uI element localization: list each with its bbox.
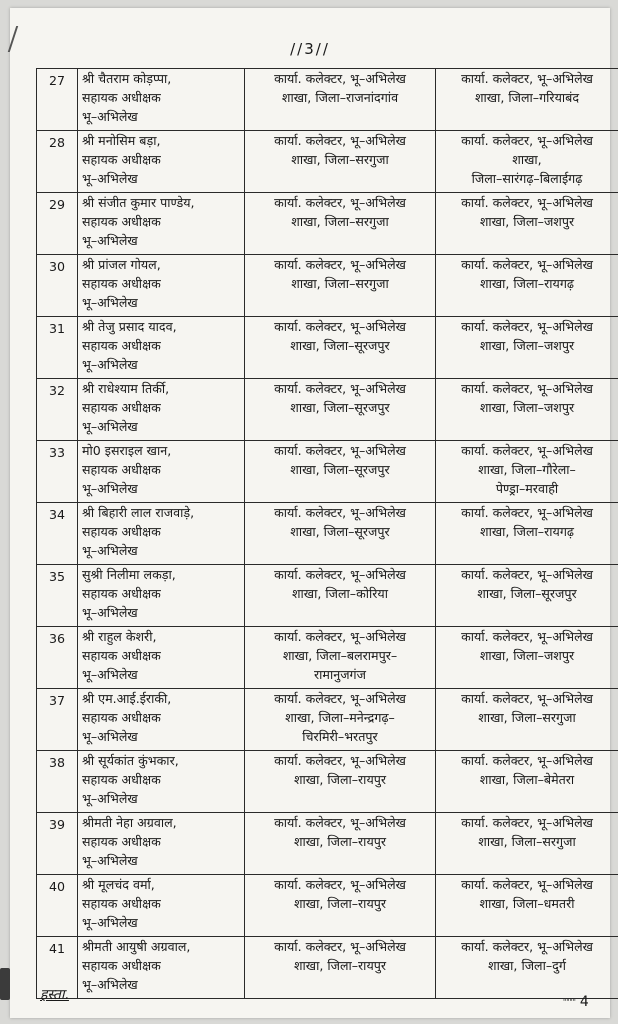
new-posting-line: कार्या. कलेक्टर, भू–अभिलेख bbox=[461, 753, 593, 768]
name-line: भू–अभिलेख bbox=[82, 977, 138, 992]
page-number: //3// bbox=[290, 40, 330, 58]
current-posting-cell bbox=[245, 627, 436, 689]
name-line: श्री बिहारी लाल राजवाड़े, bbox=[82, 505, 195, 520]
table-row bbox=[37, 379, 618, 441]
current-posting-cell bbox=[245, 689, 436, 751]
table-row bbox=[37, 317, 618, 379]
current-posting-line: कार्या. कलेक्टर, भू–अभिलेख bbox=[274, 691, 406, 706]
name-line: श्रीमती नेहा अग्रवाल, bbox=[82, 815, 177, 830]
table-row bbox=[37, 441, 618, 503]
current-posting-line: शाखा, जिला–सरगुजा bbox=[291, 214, 389, 229]
current-posting-line: शाखा, जिला–राजनांदगांव bbox=[281, 90, 399, 105]
name-line: भू–अभिलेख bbox=[82, 481, 138, 496]
name-line: सहायक अधीक्षक bbox=[82, 834, 161, 849]
name-line: सहायक अधीक्षक bbox=[82, 648, 161, 663]
serial-number: 33 bbox=[37, 441, 78, 503]
current-posting-line: शाखा, जिला–रायपुर bbox=[293, 772, 387, 787]
current-posting-line: शाखा, जिला–मनेन्द्रगढ़– bbox=[285, 710, 395, 725]
current-posting-line: रामानुजगंज bbox=[314, 667, 366, 682]
current-posting-line: शाखा, जिला–रायपुर bbox=[293, 834, 387, 849]
name-line: भू–अभिलेख bbox=[82, 667, 138, 682]
current-posting-line: कार्या. कलेक्टर, भू–अभिलेख bbox=[274, 815, 406, 830]
new-posting-line: शाखा, जिला–सूरजपुर bbox=[477, 586, 577, 601]
name-line: सुश्री निलीमा लकड़ा, bbox=[82, 567, 176, 582]
name-line: सहायक अधीक्षक bbox=[82, 152, 161, 167]
new-posting-cell bbox=[436, 69, 618, 131]
current-posting-cell bbox=[245, 565, 436, 627]
table-row bbox=[37, 627, 618, 689]
new-posting-cell bbox=[436, 813, 618, 875]
serial-number: 39 bbox=[37, 813, 78, 875]
current-posting-line: कार्या. कलेक्टर, भू–अभिलेख bbox=[274, 505, 406, 520]
current-posting-cell bbox=[245, 131, 436, 193]
new-posting-line: शाखा, bbox=[512, 152, 542, 167]
current-posting-cell bbox=[245, 255, 436, 317]
name-line: सहायक अधीक्षक bbox=[82, 214, 161, 229]
current-posting-line: शाखा, जिला–बलरामपुर– bbox=[282, 648, 398, 663]
serial-number: 37 bbox=[37, 689, 78, 751]
new-posting-line: कार्या. कलेक्टर, भू–अभिलेख bbox=[461, 195, 593, 210]
name-line: सहायक अधीक्षक bbox=[82, 462, 161, 477]
new-posting-cell bbox=[436, 317, 618, 379]
current-posting-line: कार्या. कलेक्टर, भू–अभिलेख bbox=[274, 319, 406, 334]
new-posting-line: कार्या. कलेक्टर, भू–अभिलेख bbox=[461, 133, 593, 148]
current-posting-cell bbox=[245, 503, 436, 565]
table-row bbox=[37, 937, 618, 999]
serial-number: 27 bbox=[37, 69, 78, 131]
signature: हस्ता. bbox=[40, 987, 69, 1003]
name-line: श्रीमती आयुषी अग्रवाल, bbox=[82, 939, 191, 954]
name-line: भू–अभिलेख bbox=[82, 853, 138, 868]
table-row bbox=[37, 255, 618, 317]
name-line: भू–अभिलेख bbox=[82, 109, 138, 124]
new-posting-line: शाखा, जिला–धमतरी bbox=[479, 896, 575, 911]
new-posting-cell bbox=[436, 565, 618, 627]
current-posting-line: कार्या. कलेक्टर, भू–अभिलेख bbox=[274, 257, 406, 272]
serial-number: 30 bbox=[37, 255, 78, 317]
new-posting-line: कार्या. कलेक्टर, भू–अभिलेख bbox=[461, 939, 593, 954]
name-line: भू–अभिलेख bbox=[82, 419, 138, 434]
new-posting-line: कार्या. कलेक्टर, भू–अभिलेख bbox=[461, 505, 593, 520]
current-posting-line: शाखा, जिला–सरगुजा bbox=[291, 276, 389, 291]
name-line: श्री राहुल केशरी, bbox=[82, 629, 157, 644]
table-row bbox=[37, 875, 618, 937]
current-posting-line: चिरमिरी–भरतपुर bbox=[302, 729, 378, 744]
current-posting-cell bbox=[245, 751, 436, 813]
name-line: सहायक अधीक्षक bbox=[82, 524, 161, 539]
name-line: सहायक अधीक्षक bbox=[82, 586, 161, 601]
employee-name-cell bbox=[78, 193, 245, 255]
name-line: श्री चैतराम कोड़प्पा, bbox=[82, 71, 172, 86]
current-posting-line: कार्या. कलेक्टर, भू–अभिलेख bbox=[274, 629, 406, 644]
serial-number: 32 bbox=[37, 379, 78, 441]
current-posting-line: शाखा, जिला–सूरजपुर bbox=[290, 462, 390, 477]
name-line: भू–अभिलेख bbox=[82, 729, 138, 744]
new-posting-cell bbox=[436, 193, 618, 255]
new-posting-line: शाखा, जिला–जशपुर bbox=[479, 400, 575, 415]
employee-name-cell bbox=[78, 751, 245, 813]
new-posting-line: शाखा, जिला–जशपुर bbox=[479, 214, 575, 229]
new-posting-cell bbox=[436, 937, 618, 999]
current-posting-line: कार्या. कलेक्टर, भू–अभिलेख bbox=[274, 939, 406, 954]
name-line: श्री सूर्यकांत कुंभकार, bbox=[82, 753, 179, 768]
new-posting-line: शाखा, जिला–सरगुजा bbox=[478, 710, 576, 725]
current-posting-cell bbox=[245, 937, 436, 999]
current-posting-cell bbox=[245, 875, 436, 937]
current-posting-cell bbox=[245, 193, 436, 255]
table-row bbox=[37, 131, 618, 193]
name-line: भू–अभिलेख bbox=[82, 233, 138, 248]
new-posting-line: शाखा, जिला–दुर्ग bbox=[488, 958, 566, 973]
new-posting-cell bbox=[436, 379, 618, 441]
serial-number: 40 bbox=[37, 875, 78, 937]
employee-name-cell bbox=[78, 503, 245, 565]
current-posting-cell bbox=[245, 317, 436, 379]
name-line: भू–अभिलेख bbox=[82, 295, 138, 310]
serial-number: 31 bbox=[37, 317, 78, 379]
name-line: श्री राधेश्याम तिर्की, bbox=[82, 381, 170, 396]
new-posting-line: कार्या. कलेक्टर, भू–अभिलेख bbox=[461, 691, 593, 706]
name-line: भू–अभिलेख bbox=[82, 543, 138, 558]
table-row bbox=[37, 689, 618, 751]
name-line: भू–अभिलेख bbox=[82, 915, 138, 930]
name-line: मो0 इसराइल खान, bbox=[82, 443, 172, 458]
employee-name-cell bbox=[78, 689, 245, 751]
table-row bbox=[37, 751, 618, 813]
current-posting-line: शाखा, जिला–सूरजपुर bbox=[290, 400, 390, 415]
new-posting-line: कार्या. कलेक्टर, भू–अभिलेख bbox=[461, 443, 593, 458]
table-row bbox=[37, 503, 618, 565]
new-posting-line: कार्या. कलेक्टर, भू–अभिलेख bbox=[461, 71, 593, 86]
transfer-table bbox=[36, 68, 618, 999]
new-posting-line: शाखा, जिला–जशपुर bbox=[479, 648, 575, 663]
new-posting-line: शाखा, जिला–गौरेला– bbox=[478, 462, 576, 477]
serial-number: 29 bbox=[37, 193, 78, 255]
table-row bbox=[37, 193, 618, 255]
serial-number: 41 bbox=[37, 937, 78, 999]
employee-name-cell bbox=[78, 875, 245, 937]
footer-page-value: 4 bbox=[579, 994, 589, 1010]
table-row bbox=[37, 69, 618, 131]
employee-name-cell bbox=[78, 813, 245, 875]
new-posting-line: शाखा, जिला–रायगढ़ bbox=[480, 276, 574, 291]
name-line: सहायक अधीक्षक bbox=[82, 90, 161, 105]
name-line: सहायक अधीक्षक bbox=[82, 710, 161, 725]
current-posting-cell bbox=[245, 379, 436, 441]
current-posting-line: शाखा, जिला–सरगुजा bbox=[291, 152, 389, 167]
serial-number: 35 bbox=[37, 565, 78, 627]
serial-number: 34 bbox=[37, 503, 78, 565]
name-line: भू–अभिलेख bbox=[82, 605, 138, 620]
current-posting-line: कार्या. कलेक्टर, भू–अभिलेख bbox=[274, 567, 406, 582]
name-line: सहायक अधीक्षक bbox=[82, 772, 161, 787]
current-posting-line: कार्या. कलेक्टर, भू–अभिलेख bbox=[274, 753, 406, 768]
phone-edge-handle bbox=[0, 968, 10, 1000]
new-posting-line: शाखा, जिला–सरगुजा bbox=[478, 834, 576, 849]
current-posting-cell bbox=[245, 441, 436, 503]
name-line: श्री मूलचंद वर्मा, bbox=[82, 877, 155, 892]
table-row bbox=[37, 813, 618, 875]
serial-number: 28 bbox=[37, 131, 78, 193]
current-posting-line: शाखा, जिला–कोरिया bbox=[291, 586, 388, 601]
new-posting-line: कार्या. कलेक्टर, भू–अभिलेख bbox=[461, 381, 593, 396]
new-posting-line: शाखा, जिला–गरियाबंद bbox=[474, 90, 580, 105]
new-posting-cell bbox=[436, 441, 618, 503]
name-line: श्री प्रांजल गोयल, bbox=[82, 257, 161, 272]
table-row bbox=[37, 565, 618, 627]
new-posting-line: पेण्ड्रा–मरवाही bbox=[495, 481, 559, 496]
name-line: सहायक अधीक्षक bbox=[82, 276, 161, 291]
current-posting-line: शाखा, जिला–सूरजपुर bbox=[290, 338, 390, 353]
name-line: सहायक अधीक्षक bbox=[82, 896, 161, 911]
name-line: श्री संजीत कुमार पाण्डेय, bbox=[82, 195, 195, 210]
employee-name-cell bbox=[78, 69, 245, 131]
name-line: सहायक अधीक्षक bbox=[82, 400, 161, 415]
employee-name-cell bbox=[78, 565, 245, 627]
employee-name-cell bbox=[78, 317, 245, 379]
current-posting-line: कार्या. कलेक्टर, भू–अभिलेख bbox=[274, 195, 406, 210]
new-posting-line: कार्या. कलेक्टर, भू–अभिलेख bbox=[461, 257, 593, 272]
footer-marks: """" bbox=[563, 998, 576, 1006]
employee-name-cell bbox=[78, 131, 245, 193]
new-posting-cell bbox=[436, 875, 618, 937]
current-posting-line: कार्या. कलेक्टर, भू–अभिलेख bbox=[274, 877, 406, 892]
new-posting-cell bbox=[436, 255, 618, 317]
name-line: भू–अभिलेख bbox=[82, 791, 138, 806]
current-posting-line: शाखा, जिला–सूरजपुर bbox=[290, 524, 390, 539]
document-page bbox=[10, 8, 610, 1018]
new-posting-line: कार्या. कलेक्टर, भू–अभिलेख bbox=[461, 815, 593, 830]
new-posting-line: शाखा, जिला–बेमेतरा bbox=[479, 772, 575, 787]
current-posting-line: कार्या. कलेक्टर, भू–अभिलेख bbox=[274, 381, 406, 396]
new-posting-line: कार्या. कलेक्टर, भू–अभिलेख bbox=[461, 567, 593, 582]
new-posting-line: शाखा, जिला–जशपुर bbox=[479, 338, 575, 353]
employee-name-cell bbox=[78, 937, 245, 999]
name-line: भू–अभिलेख bbox=[82, 171, 138, 186]
employee-name-cell bbox=[78, 379, 245, 441]
name-line: श्री तेजु प्रसाद यादव, bbox=[82, 319, 177, 334]
new-posting-line: शाखा, जिला–रायगढ़ bbox=[480, 524, 574, 539]
name-line: श्री एम.आई.ईराकी, bbox=[82, 691, 172, 706]
new-posting-cell bbox=[436, 627, 618, 689]
current-posting-line: शाखा, जिला–रायपुर bbox=[293, 958, 387, 973]
current-posting-line: कार्या. कलेक्टर, भू–अभिलेख bbox=[274, 133, 406, 148]
new-posting-cell bbox=[436, 689, 618, 751]
transfer-table-body bbox=[37, 69, 618, 999]
name-line: भू–अभिलेख bbox=[82, 357, 138, 372]
employee-name-cell bbox=[78, 255, 245, 317]
new-posting-line: कार्या. कलेक्टर, भू–अभिलेख bbox=[461, 629, 593, 644]
current-posting-cell bbox=[245, 69, 436, 131]
employee-name-cell bbox=[78, 441, 245, 503]
new-posting-cell bbox=[436, 751, 618, 813]
footer-page-number bbox=[563, 994, 589, 1010]
current-posting-line: कार्या. कलेक्टर, भू–अभिलेख bbox=[274, 443, 406, 458]
new-posting-line: कार्या. कलेक्टर, भू–अभिलेख bbox=[461, 319, 593, 334]
new-posting-line: जिला–सारंगढ़–बिलाईगढ़ bbox=[471, 171, 583, 186]
current-posting-line: शाखा, जिला–रायपुर bbox=[293, 896, 387, 911]
new-posting-line: कार्या. कलेक्टर, भू–अभिलेख bbox=[461, 877, 593, 892]
name-line: श्री मनोसिम बड़ा, bbox=[82, 133, 161, 148]
employee-name-cell bbox=[78, 627, 245, 689]
serial-number: 36 bbox=[37, 627, 78, 689]
current-posting-line: कार्या. कलेक्टर, भू–अभिलेख bbox=[274, 71, 406, 86]
serial-number: 38 bbox=[37, 751, 78, 813]
new-posting-cell bbox=[436, 503, 618, 565]
new-posting-cell bbox=[436, 131, 618, 193]
current-posting-cell bbox=[245, 813, 436, 875]
name-line: सहायक अधीक्षक bbox=[82, 338, 161, 353]
name-line: सहायक अधीक्षक bbox=[82, 958, 161, 973]
